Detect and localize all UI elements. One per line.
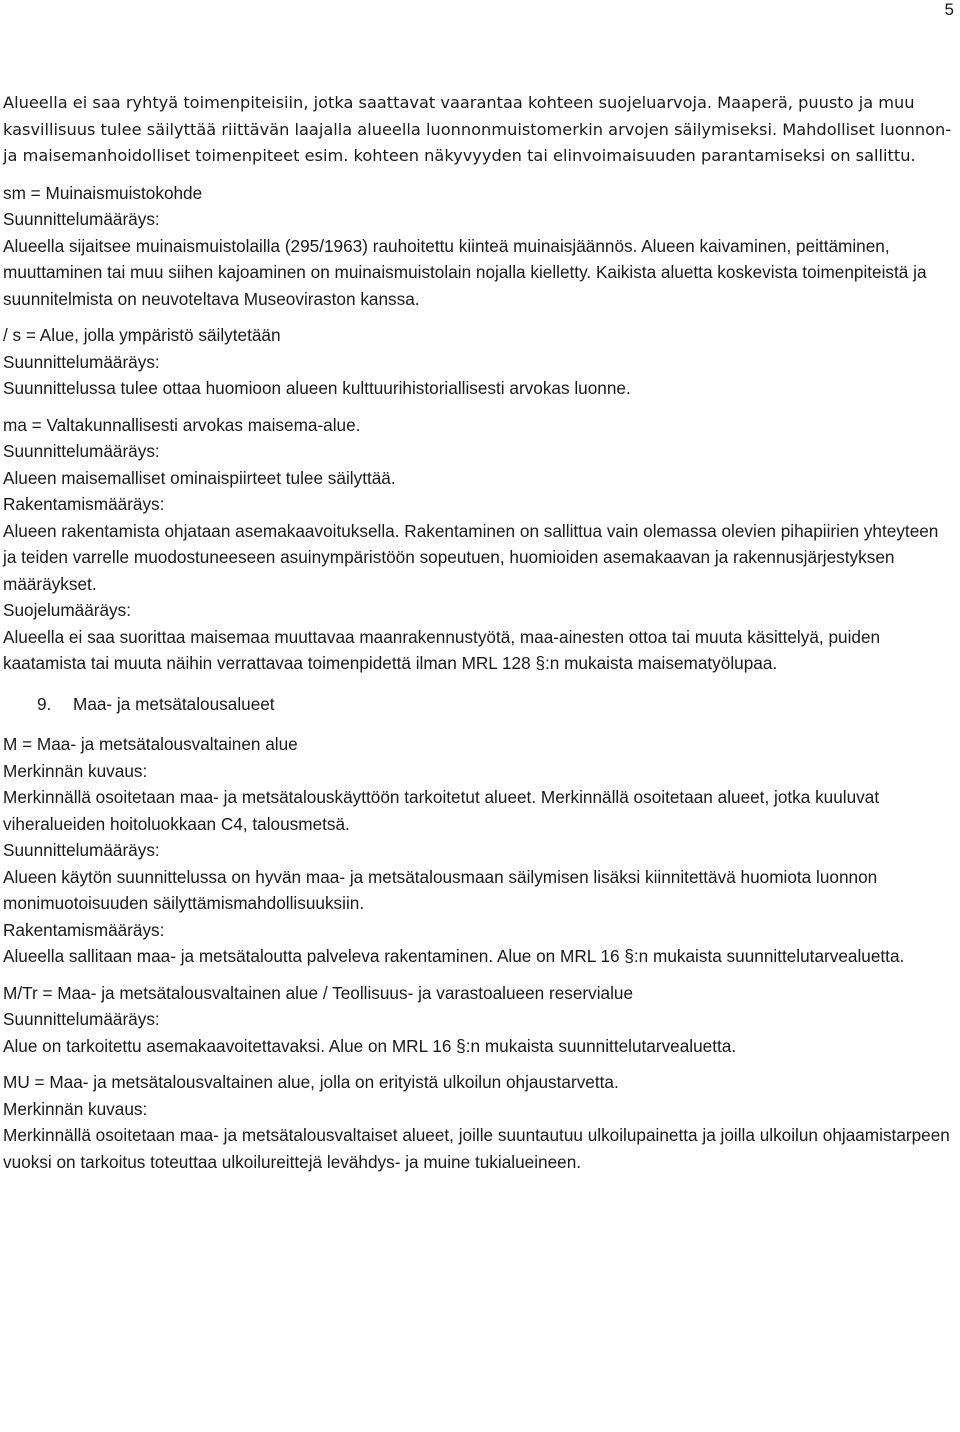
m-section: [3, 731, 953, 970]
mu-title: MU = Maa- ja metsätalousvaltainen alue, jolla on erityistä ulkoilun ohjaustarvetta.: [3, 1072, 619, 1092]
ma-text-building: Alueen rakentamista ohjataan asemakaavoituksella. Rakentaminen on sallittua vain olemassa olevien pihapiirien yhteyteen ja teiden varrelle muodostuneeseen asuinympäristöön sopeutuen, huomioiden asemakaavan ja rakennusjärjestyksen määräykset.: [3, 520, 939, 594]
ma-title: ma = Valtakunnallisesti arvokas maisema-alue.: [3, 414, 361, 435]
ma-label-protection: Suojelumääräys:: [3, 600, 132, 620]
sm-section: [3, 180, 953, 313]
mu-text: Merkinnällä osoitetaan maa- ja metsätalousvaltaiset alueet, joille suuntautuu ulkoilupainetta ja joilla ulkoilun ohjaamistarpeen vuoksi on tarkoitus toteuttaa ulkoilureittejä levähdys- ja muine tukialueineen.: [3, 1125, 950, 1172]
page-number: 5: [944, 0, 954, 19]
mtr-title: M/Tr = Maa- ja metsätalousvaltainen alue / Teollisuus- ja varastoalueen reservialue: [3, 982, 634, 1003]
ma-label-planning: Suunnittelumääräys:: [3, 441, 160, 461]
intro-section: [3, 90, 953, 170]
s-section: [3, 322, 953, 402]
s-label: Suunnittelumääräys:: [3, 351, 160, 372]
sm-title: sm = Muinaismuistokohde: [3, 182, 203, 203]
s-title: / s = Alue, jolla ympäristö säilytetään: [3, 325, 281, 345]
s-text: Suunnittelussa tulee ottaa huomioon alueen kulttuurihistoriallisesti arvokas luonne.: [3, 378, 631, 398]
m-title: M = Maa- ja metsätalousvaltainen alue: [3, 734, 298, 754]
m-label-planning: Suunnittelumääräys:: [3, 840, 160, 860]
ma-text-planning: Alueen maisemalliset ominaispiirteet tulee säilyttää.: [3, 467, 396, 488]
sm-label: Suunnittelumääräys:: [3, 209, 160, 229]
ma-label-building: Rakentamismääräys:: [3, 494, 165, 514]
sm-text: Alueella sijaitsee muinaismuistolailla (295/1963) rauhoitettu kiinteä muinaisjäännös. Alueen kaivaminen, peittäminen, muuttaminen tai muu siihen kajoaminen on muinaismuistolain nojalla kielletty. Kaikista aluetta koskevista toimenpiteistä ja suunnitelmista on neuvoteltava Museoviraston kanssa.: [3, 235, 927, 309]
document-body: [3, 90, 953, 1185]
m-text-description: Merkinnällä osoitetaan maa- ja metsätalouskäyttöön tarkoitetut alueet. Merkinnällä osoitetaan alueet, jotka kuuluvat viheralueiden hoitoluokkaan C4, talousmetsä.: [3, 787, 880, 834]
mtr-text: Alue on tarkoitettu asemakaavoitettavaksi. Alue on MRL 16 §:n mukaista suunnittelutarvealuetta.: [3, 1035, 737, 1056]
section-9-title: Maa- ja metsätalousalueet: [73, 693, 275, 714]
m-text-planning: Alueen käytön suunnittelussa on hyvän maa- ja metsätalousmaan säilymisen lisäksi kiinnitettävä huomiota luonnon monimuotoisuuden säilyttämismahdollisuuksiin.: [3, 866, 878, 913]
m-label-description: Merkinnän kuvaus:: [3, 760, 148, 781]
mu-label: Merkinnän kuvaus:: [3, 1098, 148, 1119]
mu-section: [3, 1069, 953, 1175]
mtr-section: [3, 980, 953, 1060]
section-9-heading: [3, 691, 953, 718]
mtr-label: Suunnittelumääräys:: [3, 1009, 160, 1029]
m-label-building: Rakentamismääräys:: [3, 919, 165, 940]
intro-paragraph: Alueella ei saa ryhtyä toimenpiteisiin, jotka saattavat vaarantaa kohteen suojeluarvoja. Maaperä, puusto ja muu kasvillisuus tulee säilyttää riittävän laajalla alueella luonnonmuistomerkin arvojen säilymiseksi. Mahdolliset luonnon- ja maisemanhoidolliset toimenpiteet esim. kohteen näkyvyyden tai elinvoimaisuuden parantamiseksi on sallittu.: [3, 93, 952, 165]
ma-text-protection: Alueella ei saa suorittaa maisemaa muuttavaa maanrakennustyötä, maa-ainesten ottoa tai muuta käsittelyä, puiden kaatamista tai muuta näihin verrattavaa toimenpidettä ilman MRL 128 §:n mukaista maisematyölupaa.: [3, 626, 881, 673]
ma-section: [3, 412, 953, 677]
section-9-number: 9.: [37, 693, 52, 714]
m-text-building: Alueella sallitaan maa- ja metsätaloutta palveleva rakentaminen. Alue on MRL 16 §:n mukaista suunnittelutarvealuetta.: [3, 946, 905, 966]
